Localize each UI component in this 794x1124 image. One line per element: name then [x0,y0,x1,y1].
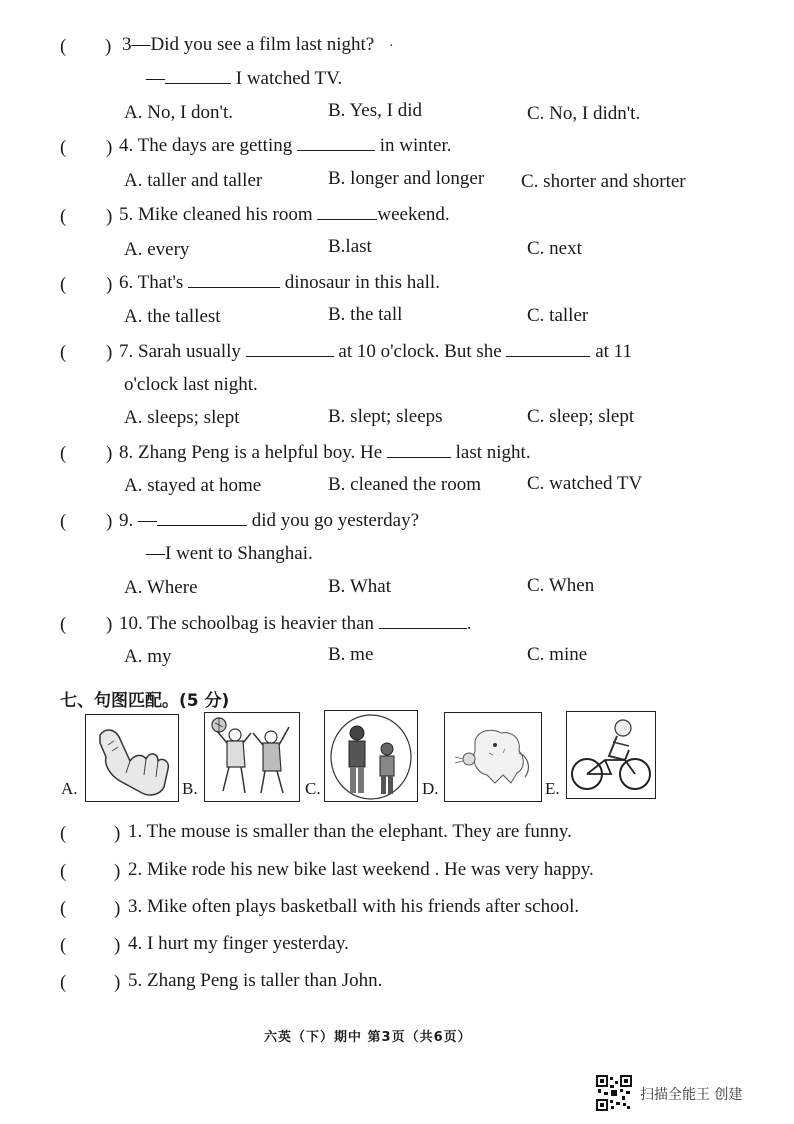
question-text-mid: at 10 o'clock. But she [338,341,502,362]
hand-finger-picture [85,714,179,802]
answer-blank[interactable] [157,508,247,526]
answer-blank[interactable] [165,66,231,84]
question-3-reply [146,66,342,91]
q7-option-b: B. slept; sleeps [328,406,443,427]
answer-paren-open: ( [60,137,67,158]
answer-blank[interactable] [297,133,375,151]
q7-option-a: A. sleeps; slept [124,407,240,428]
answer-blank[interactable] [188,270,280,288]
answer-blank[interactable] [387,440,451,458]
question-text: 6. That's [119,272,184,293]
q6-option-b: B. the tall [328,304,403,325]
answer-paren-close: ) [114,861,121,882]
picture-label-a: A. [61,779,78,798]
question-7-line2: o'clock last night. [124,374,258,395]
q4-option-c: C. shorter and shorter [521,171,686,192]
picture-label-b: B. [182,779,198,798]
answer-paren-open: ( [60,206,67,227]
answer-paren-open: ( [60,443,67,464]
answer-paren-close: ) [114,935,121,956]
page-footer: 六英（下）期中 第3页（共6页） [264,1030,472,1045]
question-text: 8. Zhang Peng is a helpful boy. He [119,442,383,463]
matching-sentence-1: 1. The mouse is smaller than the elephant. They are funny. [128,821,572,842]
answer-paren-close: ) [114,898,121,919]
answer-paren-close: ) [106,274,113,295]
question-text: 3—Did you see a film last night? [122,34,375,55]
answer-paren-open: ( [60,511,67,532]
q3-option-b: B. Yes, I did [328,100,422,121]
q8-option-b: B. cleaned the room [328,474,482,495]
matching-sentence-4: 4. I hurt my finger yesterday. [128,933,349,954]
question-text-end: weekend. [377,204,450,225]
answer-paren-open: ( [60,935,67,956]
q10-option-b: B. me [328,644,374,665]
section-7-title: 七、句图匹配。(5 分) [60,691,230,711]
question-7-stem [119,339,632,364]
answer-paren-open: ( [60,898,67,919]
answer-paren-open: ( [60,274,67,295]
answer-paren-close: ) [106,206,113,227]
question-text-end: . [466,613,472,634]
question-text-end: dinosaur in this hall. [284,272,440,293]
matching-sentence-3: 3. Mike often plays basketball with his friends after school. [128,896,580,917]
q9-option-a: A. Where [124,577,198,598]
question-text-end: at 11 [595,341,632,362]
question-text-end: last night. [455,442,531,463]
q3-option-c: C. No, I didn't. [527,103,641,124]
answer-paren-close: ) [114,972,121,993]
question-3-stem [122,33,394,59]
q10-option-c: C. mine [527,644,588,665]
answer-paren-open: ( [60,342,67,363]
answer-paren-close: ) [106,443,113,464]
q7-option-c: C. sleep; slept [527,406,635,427]
question-9-reply: —I went to Shanghai. [146,543,313,564]
question-text: 7. Sarah usually [119,341,241,362]
qr-code-icon [596,1075,632,1111]
question-text: 5. Mike cleaned his room [119,204,313,225]
q5-option-a: A. every [124,239,190,260]
question-text: 9. — [119,510,157,531]
answer-paren-close: ) [106,511,113,532]
answer-paren-open: ( [60,823,67,844]
answer-blank[interactable] [317,202,377,220]
q10-option-a: A. my [124,646,172,667]
q4-option-b: B. longer and longer [328,168,485,189]
question-text: 4. The days are getting [119,135,293,156]
question-text-end: did you go yesterday? [251,510,420,531]
reply-dash: — [146,68,165,89]
answer-paren-open: ( [60,36,67,57]
picture-label-d: D. [422,779,439,798]
question-text: 10. The schoolbag is heavier than [119,613,375,634]
answer-paren-open: ( [60,614,67,635]
answer-paren-close: ) [106,614,113,635]
basketball-players-picture [204,712,300,802]
question-9-stem [119,508,419,533]
matching-sentence-2: 2. Mike rode his new bike last weekend . He was very happy. [128,859,594,880]
question-text-end: in winter. [379,135,452,156]
question-10-stem [119,611,472,636]
q8-option-c: C. watched TV [527,473,643,494]
picture-label-c: C. [305,779,321,798]
matching-sentence-5: 5. Zhang Peng is taller than John. [128,970,383,991]
reply-text: I watched TV. [235,68,343,89]
q4-option-a: A. taller and taller [124,170,263,191]
q9-option-c: C. When [527,575,595,596]
mouse-elephant-picture [444,712,542,802]
q9-option-b: B. What [328,576,391,597]
answer-paren-close: ) [114,823,121,844]
scanner-watermark: 扫描全能王 创建 [640,1087,743,1103]
q8-option-a: A. stayed at home [124,475,262,496]
q6-option-a: A. the tallest [124,306,221,327]
stray-dot: · [388,39,394,54]
boy-riding-bike-picture [566,711,656,799]
picture-label-e: E. [545,779,560,798]
answer-paren-close: ) [105,36,112,57]
question-6-stem [119,270,440,295]
question-5-stem [119,202,450,227]
question-4-stem [119,133,452,158]
two-boys-height-picture [324,710,418,802]
answer-paren-close: ) [106,137,113,158]
answer-paren-open: ( [60,972,67,993]
answer-blank[interactable] [379,611,467,629]
answer-paren-close: ) [106,342,113,363]
q3-option-a: A. No, I don't. [124,102,233,123]
q5-option-c: C. next [527,238,582,259]
q6-option-c: C. taller [527,305,589,326]
answer-blank[interactable] [506,339,590,357]
q5-option-b: B.last [328,236,372,257]
question-8-stem [119,440,531,465]
answer-paren-open: ( [60,861,67,882]
answer-blank[interactable] [246,339,334,357]
